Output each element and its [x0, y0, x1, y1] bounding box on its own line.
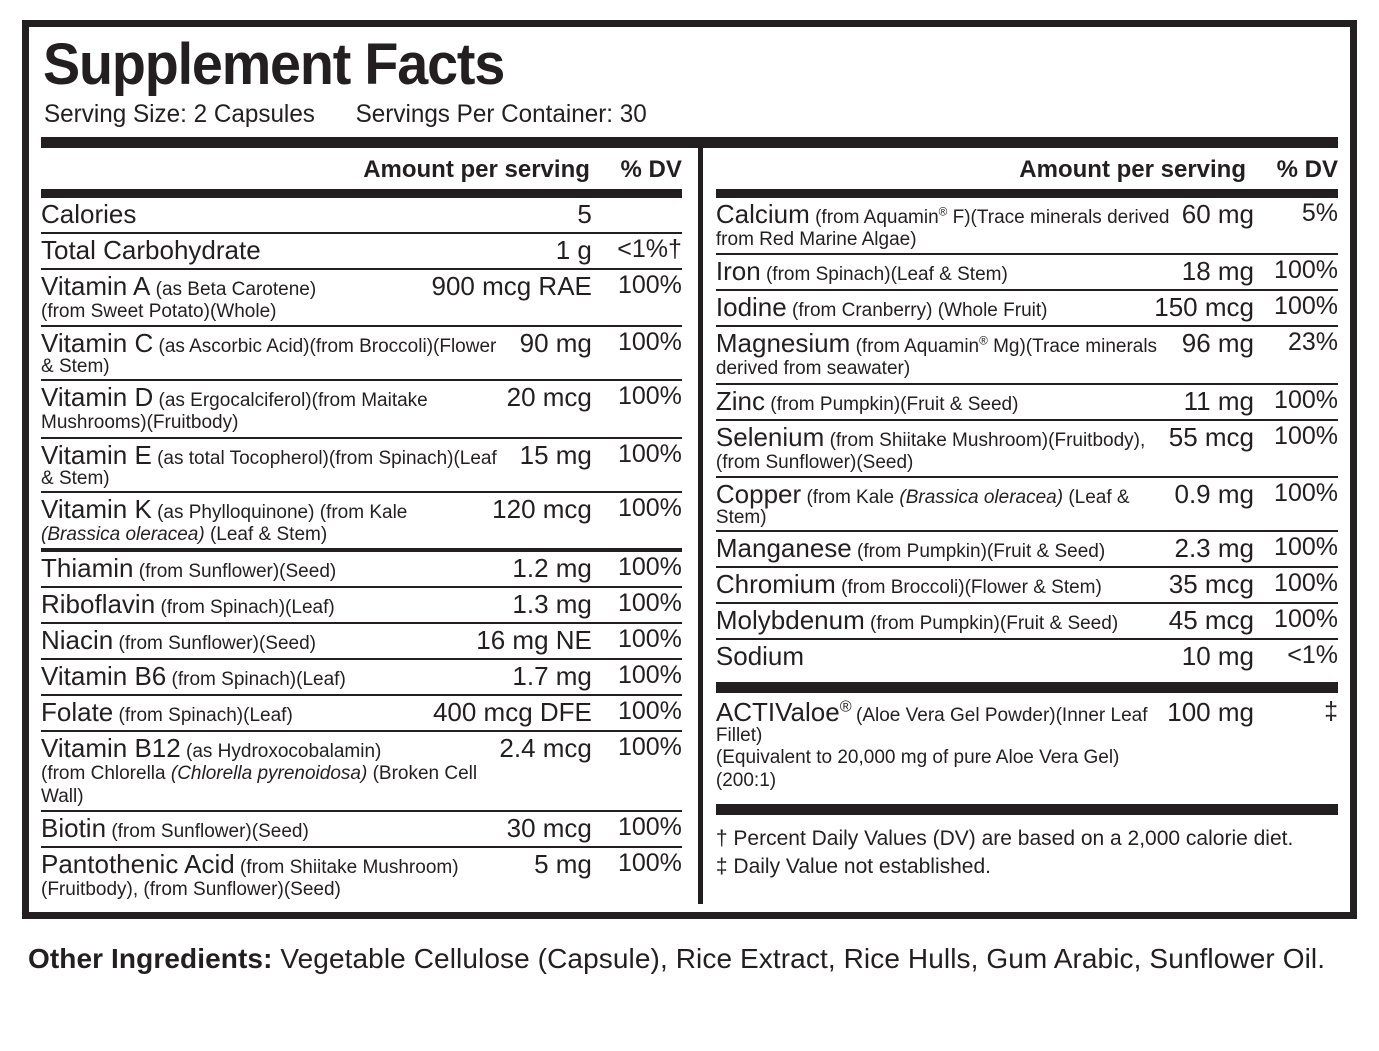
nutrient-name: Pantothenic Acid — [41, 849, 235, 880]
nutrient-source: (as total Tocopherol)(from Spinach)(Leaf & Stem) — [41, 447, 497, 489]
nutrient-name: Selenium — [715, 421, 825, 452]
table-row — [41, 732, 682, 812]
nutrient-amount-cell — [520, 329, 596, 357]
header-percent-dv: % DV — [620, 155, 682, 183]
nutrient-dv-cell — [1258, 480, 1338, 507]
nutrient-name-cell — [41, 272, 431, 323]
header-amount-per-serving-right: Amount per serving — [1019, 155, 1246, 183]
right-header-bar — [716, 189, 1338, 198]
table-row — [41, 812, 682, 848]
actialoe-dv-cell — [1258, 698, 1338, 725]
nutrient-name-cell — [716, 642, 1182, 670]
nutrient-amount-cell — [1169, 423, 1258, 451]
servings-per-container: Servings Per Container: 30 — [355, 100, 647, 129]
nutrient-source: (from Pumpkin)(Fruit & Seed) — [765, 393, 1019, 415]
nutrient-name-cell — [41, 662, 512, 690]
nutrient-dv: 100% — [1274, 605, 1338, 634]
column-gap — [682, 148, 698, 904]
nutrient-amount: 5 — [577, 198, 592, 229]
aloe-bottom-bar — [716, 804, 1338, 815]
actialoe-name: ACTIValoe® — [715, 697, 852, 728]
footnote-dagger: † Percent Daily Values (DV) are based on a 2,000 calorie diet. — [715, 827, 1294, 851]
nutrient-dv-cell — [596, 662, 682, 689]
footnote-double-dagger: ‡ Daily Value not established. — [715, 855, 992, 879]
nutrient-amount-cell — [512, 590, 596, 618]
nutrient-dv-cell — [1258, 534, 1338, 561]
nutrient-dv: 100% — [1274, 256, 1338, 285]
nutrient-source: (as Phylloquinone) (from Kale — [151, 501, 408, 523]
left-nutrient-column — [41, 148, 682, 904]
header-divider-bar — [41, 137, 1338, 148]
table-row — [41, 848, 682, 903]
actialoe-cont: (Equivalent to 20,000 mg of pure Aloe Vera Gel)(200:1) — [715, 747, 1120, 791]
nutrient-source: (from Cranberry) (Whole Fruit) — [786, 300, 1048, 322]
nutrient-name-cell — [716, 480, 1175, 528]
table-row — [41, 234, 682, 270]
table-row — [716, 640, 1338, 674]
nutrient-amount-cell — [499, 734, 596, 762]
nutrient-name-cell — [41, 734, 499, 808]
nutrient-name: Sodium — [715, 641, 805, 672]
nutrient-name-cell — [716, 606, 1169, 634]
nutrient-name-cell — [41, 329, 520, 377]
table-row — [716, 421, 1338, 478]
nutrient-name: Molybdenum — [715, 605, 865, 636]
nutrient-dv-cell — [1258, 200, 1338, 227]
table-row — [41, 588, 682, 624]
nutrient-dv: 100% — [1274, 533, 1338, 562]
nutrient-amount: 96 mg — [1181, 328, 1254, 359]
nutrient-name: Vitamin D — [41, 382, 154, 413]
nutrient-dv: 100% — [617, 661, 682, 690]
other-ingredients-label: Other Ingredients: — [28, 943, 273, 974]
table-row — [41, 552, 682, 588]
table-row — [41, 696, 682, 732]
nutrient-dv-cell — [596, 272, 682, 299]
nutrient-amount: 60 mg — [1181, 198, 1254, 229]
nutrient-dv-cell — [1258, 257, 1338, 284]
nutrient-amount-cell — [1184, 387, 1258, 415]
nutrient-dv-cell — [1258, 329, 1338, 356]
nutrient-name-cell — [716, 570, 1169, 598]
table-row — [716, 568, 1338, 604]
right-rows — [716, 198, 1338, 675]
nutrient-dv: 5% — [1301, 198, 1338, 227]
nutrient-amount: 2.3 mg — [1174, 533, 1254, 564]
nutrient-dv-cell — [1258, 293, 1338, 320]
nutrient-name-cell — [41, 236, 556, 264]
nutrient-amount: 1.2 mg — [512, 553, 592, 584]
table-row — [716, 327, 1338, 384]
other-ingredients — [28, 940, 1358, 978]
nutrient-dv: 100% — [617, 849, 682, 878]
nutrient-source: (from Pumpkin)(Fruit & Seed) — [851, 541, 1106, 563]
nutrient-name: Chromium — [715, 569, 836, 600]
nutrient-dv: 100% — [617, 589, 682, 618]
aloe-top-bar — [716, 682, 1338, 693]
nutrient-source-cont: Mushrooms)(Fruitbody) — [41, 412, 239, 434]
nutrient-amount-cell — [1182, 642, 1258, 670]
nutrient-name: Calories — [41, 198, 137, 229]
table-row — [41, 270, 682, 327]
nutrient-dv-cell — [596, 329, 682, 356]
nutrient-amount-cell — [534, 850, 596, 878]
nutrient-name-cell — [41, 626, 476, 654]
nutrient-amount-cell — [1182, 200, 1258, 228]
table-row — [716, 255, 1338, 291]
nutrient-name-cell — [716, 534, 1175, 562]
nutrient-amount-cell — [1175, 480, 1259, 508]
right-nutrient-column — [698, 148, 1338, 904]
nutrient-name: Vitamin C — [41, 328, 154, 359]
nutrient-amount: 5 mg — [534, 849, 592, 880]
table-row — [716, 291, 1338, 327]
header-percent-dv-right: % DV — [1276, 155, 1338, 183]
nutrient-name: Folate — [41, 697, 114, 728]
actialoe-name-cell — [716, 698, 1167, 792]
nutrient-source: (from Sunflower)(Seed) — [106, 821, 309, 843]
nutrient-source: (from Spinach)(Leaf) — [166, 669, 346, 691]
actialoe-amount: 100 mg — [1167, 697, 1254, 728]
nutrient-source: (from Pumpkin)(Fruit & Seed) — [864, 613, 1119, 635]
nutrient-name-cell — [716, 257, 1182, 285]
nutrient-dv: 100% — [1274, 569, 1338, 598]
nutrient-source: (from Broccoli)(Flower & Stem) — [835, 577, 1102, 599]
nutrient-source: (as Beta Carotene) — [150, 278, 317, 300]
nutrient-name: Vitamin E — [41, 439, 152, 470]
nutrient-source-cont: (Brassica oleracea) (Leaf & Stem) — [41, 523, 328, 545]
footnotes — [716, 815, 1338, 882]
nutrient-amount-cell — [1169, 606, 1258, 634]
nutrient-amount-cell — [1175, 534, 1259, 562]
nutrient-amount: 150 mcg — [1154, 292, 1254, 323]
nutrient-dv: 100% — [617, 625, 682, 654]
nutrient-dv-cell — [1258, 387, 1338, 414]
nutrient-name-cell — [41, 383, 507, 434]
nutrient-name-cell — [41, 698, 433, 726]
nutrient-dv-cell — [596, 554, 682, 581]
table-row — [41, 198, 682, 234]
nutrient-dv: 100% — [1274, 421, 1338, 450]
columns-container — [41, 148, 1338, 904]
table-row — [716, 385, 1338, 421]
nutrient-amount: 55 mcg — [1168, 421, 1254, 452]
header-amount-per-serving: Amount per serving — [363, 155, 590, 183]
nutrient-amount: 10 mg — [1181, 641, 1254, 672]
nutrient-dv-cell — [596, 734, 682, 761]
nutrient-amount: 11 mg — [1183, 385, 1254, 416]
table-row — [41, 493, 682, 552]
left-rows — [41, 198, 682, 904]
nutrient-amount: 400 mcg DFE — [432, 697, 592, 728]
nutrient-amount: 1.3 mg — [512, 589, 592, 620]
nutrient-name-cell — [41, 200, 577, 228]
table-row — [716, 478, 1338, 532]
nutrient-name-cell — [41, 441, 520, 489]
nutrient-source: (as Ergocalciferol)(from Maitake — [153, 390, 428, 412]
table-row — [41, 439, 682, 493]
nutrient-amount: 20 mcg — [506, 382, 592, 413]
nutrient-source-cont: (from Sweet Potato)(Whole) — [41, 300, 277, 322]
table-row — [41, 327, 682, 381]
table-row — [41, 624, 682, 660]
nutrient-amount: 900 mcg RAE — [431, 270, 592, 301]
nutrient-amount: 35 mcg — [1168, 569, 1254, 600]
nutrient-dv-cell — [596, 441, 682, 468]
nutrient-dv-cell — [1258, 642, 1338, 669]
table-row — [41, 660, 682, 696]
nutrient-name: Biotin — [41, 813, 107, 844]
nutrient-name: Calcium — [715, 198, 810, 229]
nutrient-source: (from Spinach)(Leaf) — [113, 705, 293, 727]
nutrient-name: Zinc — [715, 385, 766, 416]
nutrient-dv: 100% — [617, 382, 682, 411]
nutrient-name-cell — [41, 850, 534, 901]
nutrient-amount-cell — [1169, 570, 1258, 598]
nutrient-amount-cell — [433, 698, 596, 726]
nutrient-source: (from Sunflower)(Seed) — [133, 561, 337, 583]
nutrient-dv-cell — [596, 626, 682, 653]
nutrient-name-cell — [716, 423, 1169, 474]
nutrient-source: (from Shiitake Mushroom) — [234, 857, 459, 879]
nutrient-source-cont: (from Sunflower)(Seed) — [715, 451, 914, 473]
nutrient-source-cont: (from Chlorella (Chlorella pyrenoidosa) (Broken Cell Wall) — [41, 763, 478, 807]
nutrient-name-cell — [41, 495, 492, 546]
other-ingredients-body: Vegetable Cellulose (Capsule), Rice Extract, Rice Hulls, Gum Arabic, Sunflower Oil. — [272, 943, 1326, 974]
nutrient-amount: 90 mg — [519, 328, 592, 359]
nutrient-amount: 1 g — [555, 234, 592, 265]
nutrient-amount-cell — [507, 814, 596, 842]
right-column-header — [716, 148, 1338, 189]
nutrient-amount-cell — [1182, 329, 1258, 357]
nutrient-amount-cell — [1154, 293, 1258, 321]
nutrient-amount: 30 mcg — [506, 813, 592, 844]
serving-info — [44, 101, 1299, 129]
nutrient-name: Total Carbohydrate — [41, 234, 261, 265]
page-title: Supplement Facts — [43, 32, 505, 97]
nutrient-dv: <1% — [1287, 641, 1338, 670]
nutrient-source: (from Aquamin® Mg)(Trace minerals — [850, 334, 1158, 358]
nutrient-name: Iron — [715, 256, 761, 287]
left-header-bar — [41, 189, 682, 198]
actialoe-dv: ‡ — [1324, 697, 1338, 726]
nutrient-name-cell — [41, 814, 507, 842]
nutrient-source: (from Shiitake Mushroom)(Fruitbody), — [824, 429, 1146, 451]
nutrient-source: (from Kale (Brassica oleracea) (Leaf & Stem) — [715, 487, 1130, 529]
nutrient-dv: 100% — [617, 328, 682, 357]
nutrient-source: (from Sunflower)(Seed) — [113, 633, 316, 655]
nutrient-name: Vitamin K — [41, 493, 152, 524]
serving-size: Serving Size: 2 Capsules — [44, 100, 315, 129]
nutrient-source-cont: (Fruitbody), (from Sunflower)(Seed) — [41, 879, 341, 901]
nutrient-amount-cell — [520, 441, 596, 469]
nutrient-name: Niacin — [41, 625, 114, 656]
nutrient-source: (from Aquamin® F)(Trace minerals derived — [809, 205, 1170, 228]
table-row — [716, 604, 1338, 640]
nutrient-dv: 23% — [1287, 328, 1338, 357]
nutrient-name-cell — [716, 200, 1182, 251]
nutrient-amount-cell — [1182, 257, 1258, 285]
nutrient-dv-cell — [596, 495, 682, 522]
actialoe-sub: (Aloe Vera Gel Powder)(Inner Leaf Fillet) — [715, 705, 1148, 747]
nutrient-amount-cell — [512, 554, 596, 582]
nutrient-amount: 2.4 mcg — [499, 733, 592, 764]
nutrient-name: Magnesium — [715, 328, 851, 359]
nutrient-name: Vitamin B6 — [41, 661, 167, 692]
nutrient-name: Vitamin B12 — [41, 733, 181, 764]
nutrient-dv: 100% — [1274, 385, 1338, 414]
nutrient-amount-cell — [556, 236, 596, 264]
nutrient-name: Copper — [715, 479, 802, 510]
nutrient-source-cont: derived from seawater) — [715, 358, 911, 380]
nutrient-amount-cell — [492, 495, 596, 523]
nutrient-amount-cell — [507, 383, 596, 411]
nutrient-name-cell — [716, 329, 1182, 380]
actialoe-row — [716, 693, 1338, 796]
nutrient-dv-cell — [596, 698, 682, 725]
nutrient-name-cell — [716, 387, 1184, 415]
actialoe-amount-cell — [1167, 698, 1258, 726]
nutrient-amount: 45 mcg — [1168, 605, 1254, 636]
nutrient-amount: 0.9 mg — [1174, 479, 1254, 510]
nutrient-amount-cell — [431, 272, 595, 300]
nutrient-name-cell — [716, 293, 1154, 321]
nutrient-source: (as Ascorbic Acid)(from Broccoli)(Flower & Stem) — [41, 336, 497, 378]
nutrient-source-cont: from Red Marine Algae) — [715, 228, 917, 250]
nutrient-dv: <1%† — [617, 234, 682, 263]
nutrient-amount-cell — [512, 662, 596, 690]
nutrient-amount-cell — [577, 200, 595, 228]
nutrient-name: Vitamin A — [41, 270, 151, 301]
nutrient-dv-cell — [596, 383, 682, 410]
nutrient-amount: 1.7 mg — [512, 661, 592, 692]
nutrient-amount: 15 mg — [519, 439, 592, 470]
other-ingredients-text — [28, 943, 1325, 974]
nutrient-dv-cell — [1258, 570, 1338, 597]
nutrient-dv-cell — [1258, 606, 1338, 633]
nutrient-amount: 18 mg — [1181, 256, 1254, 287]
nutrient-dv: 100% — [1274, 292, 1338, 321]
nutrient-name: Riboflavin — [41, 589, 156, 620]
nutrient-amount-cell — [476, 626, 596, 654]
nutrient-dv-cell — [596, 850, 682, 877]
nutrient-dv: 100% — [617, 697, 682, 726]
facts-panel — [22, 20, 1357, 919]
nutrient-dv-cell — [596, 236, 682, 263]
nutrient-dv: 100% — [617, 270, 682, 299]
nutrient-dv: 100% — [617, 813, 682, 842]
nutrient-amount: 16 mg NE — [476, 625, 592, 656]
left-column-header — [41, 148, 682, 189]
nutrient-source: (from Spinach)(Leaf) — [155, 597, 335, 619]
nutrient-dv: 100% — [617, 493, 682, 522]
nutrient-dv-cell — [1258, 423, 1338, 450]
nutrient-dv: 100% — [1274, 479, 1338, 508]
nutrient-name: Thiamin — [41, 553, 134, 584]
nutrient-dv-cell — [596, 590, 682, 617]
nutrient-dv-cell — [596, 814, 682, 841]
nutrient-name: Iodine — [715, 292, 787, 323]
nutrient-source: (from Spinach)(Leaf & Stem) — [760, 264, 1008, 286]
table-row — [716, 532, 1338, 568]
table-row — [716, 198, 1338, 255]
table-row — [41, 381, 682, 438]
nutrient-dv: 100% — [617, 733, 682, 762]
nutrient-dv: 100% — [617, 553, 682, 582]
nutrient-source: (as Hydroxocobalamin) — [180, 741, 382, 763]
nutrient-name: Manganese — [715, 533, 852, 564]
nutrient-amount: 120 mcg — [492, 493, 592, 524]
nutrient-name-cell — [41, 554, 512, 582]
nutrient-dv: 100% — [617, 439, 682, 468]
nutrient-name-cell — [41, 590, 512, 618]
